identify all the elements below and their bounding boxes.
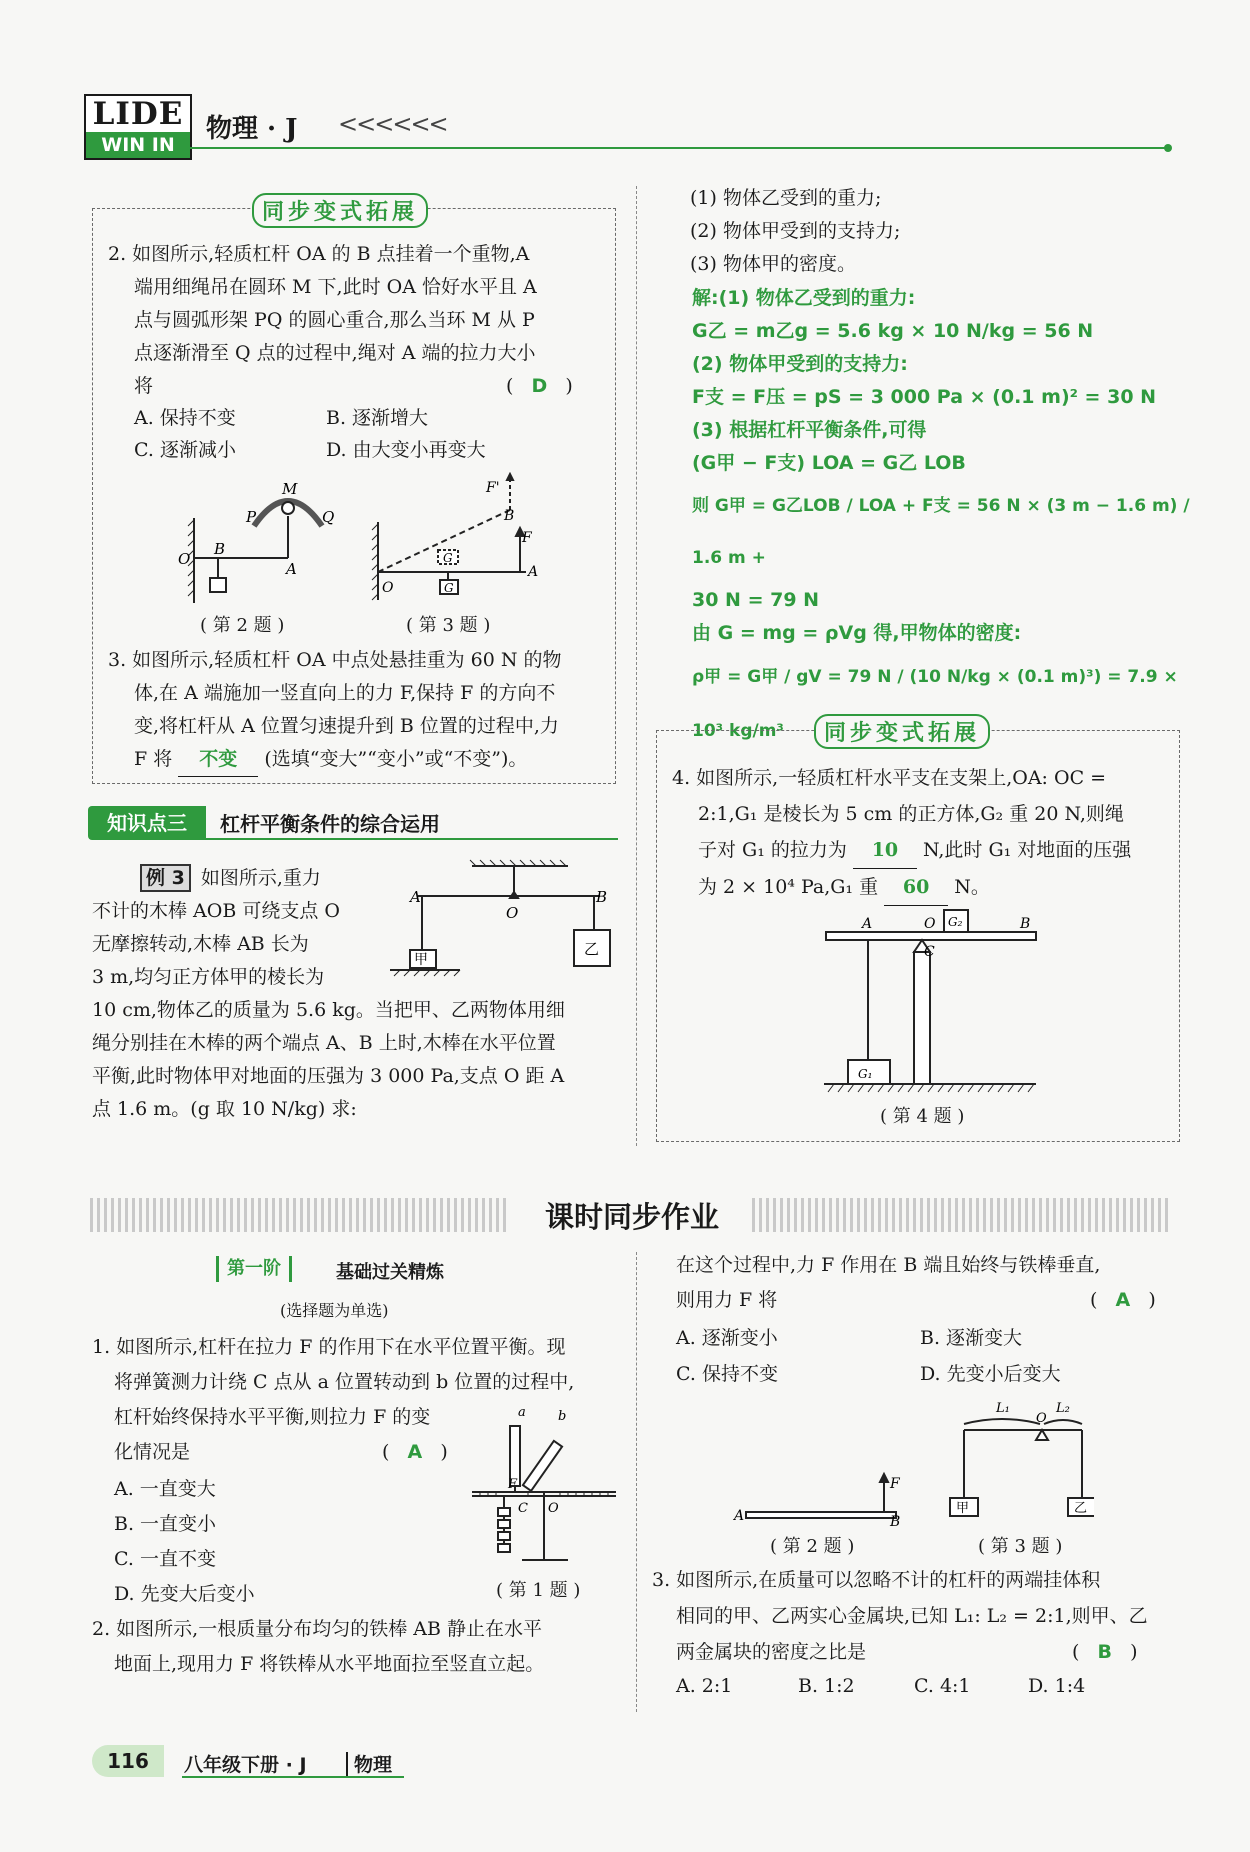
q3-diagram — [370, 472, 550, 608]
hw-q1-label-b: b — [558, 1409, 567, 1424]
q4-stem: 4. 如图所示,一轻质杠杆水平支在支架上,OA: OC = 2:1,G₁ 是棱长为 5 cm 的正方体,G₂ 重 20 N,则绳 子对 G₁ 的拉力为 10 N,此时 G₁ 对地面的压强 为 2 × 10⁴ Pa,G₁ 重 60 N。 — [672, 760, 1172, 906]
q3-answer: 不变 — [178, 743, 258, 777]
hw-q2-options — [676, 1320, 1061, 1392]
q4-label-o: O — [924, 916, 936, 932]
hw-q3-options — [676, 1670, 1085, 1702]
hw-q3-option-a: A. 2:1 — [676, 1675, 733, 1697]
example3-questions: (1) 物体乙受到的重力; (2) 物体甲受到的支持力; (3) 物体甲的密度。 — [690, 187, 901, 275]
knowledge-title: 杠杆平衡条件的综合运用 — [220, 812, 440, 836]
hw-q2-label-b: B — [890, 1514, 901, 1530]
footer-page-number: 116 — [92, 1745, 164, 1777]
hw-q2-option-b: B. 逐渐变大 — [920, 1327, 1023, 1349]
q3-label-g1: G — [443, 551, 453, 565]
level-title: 基础过关精炼 — [336, 1262, 444, 1283]
q4-label-g1: G₁ — [858, 1067, 873, 1081]
knowledge-rule — [206, 838, 618, 840]
q2-option-a: A. 保持不变 — [134, 407, 236, 429]
hw-q1-option-c: C. 一直不变 — [114, 1548, 216, 1570]
hw-q2-label-a: A — [734, 1508, 745, 1524]
q2-label-a: A — [286, 560, 297, 578]
q3-label-b: B — [504, 508, 515, 524]
hw-q1-label-a: a — [518, 1405, 526, 1420]
example3-label: 例 3 — [140, 864, 191, 892]
hw-q1-caption: ( 第 1 题 ) — [496, 1580, 581, 1601]
hw-q3-stem: 3. 如图所示,在质量可以忽略不计的杠杆的两端挂体积 相同的甲、乙两实心金属块,已知 L₁: L₂ = 2:1,则甲、乙 两金属块的密度之比是 ( B ) — [652, 1569, 1148, 1663]
hw-q1-answer: A — [407, 1441, 423, 1463]
logo-top: LIDE — [92, 96, 184, 132]
header-rule — [188, 147, 1170, 149]
hw-q1-options — [114, 1472, 255, 1612]
q2-label-b: B — [214, 540, 226, 558]
hw-q2-option-a: A. 逐渐变小 — [676, 1327, 778, 1349]
hw-q3-label-l2: L₂ — [1056, 1401, 1070, 1416]
q3-label-o: O — [382, 580, 394, 596]
hw-q3-option-d: D. 1:4 — [1028, 1675, 1086, 1697]
header-rule-dot — [1164, 144, 1172, 152]
q4-label-g2: G₂ — [948, 915, 963, 929]
hw-q2-stem: 2. 如图所示,一根质量分布均匀的铁棒 AB 静止在水平 地面上,现用力 F 将铁棒从水平地面拉至竖直立起。 — [92, 1618, 545, 1675]
q3-label-f-prime: F' — [486, 480, 500, 496]
example3-solution: 解:(1) 物体乙受到的重力: G乙 = m乙g = 5.6 kg × 10 N/kg = 56 N (2) 物体甲受到的支持力: F支 = F压 = pS = 3 000 Pa × (0.1 m)² = 30 N (3) 根据杠杆平衡条件,可得 (G甲 − F支) LOA = G乙 LOB 则 G甲 = G乙LOB / LOA + F支 = 56 N × (3 m − 1.6 m) / 1.6 m + 30 N = 79 N 由 G = mg = ρVg 得,甲物体的密度: ρ甲 = G甲 / gV = 79 N / (10 N/kg × (0.1 m)³) = 7.9 × 10³ kg/m³ — [692, 287, 1190, 741]
example3-diagram — [388, 856, 624, 984]
hw-q3-label-yi: 乙 — [1074, 1501, 1088, 1516]
q2-caption: ( 第 2 题 ) — [200, 615, 285, 636]
q2-diagram — [170, 478, 350, 608]
q3-label-f: F — [522, 530, 532, 546]
hw-q1-diagram — [464, 1400, 620, 1570]
q4-answer-2: 60 — [884, 869, 948, 906]
knowledge-badge: 知识点三 — [88, 806, 206, 840]
hw-q2-option-c: C. 保持不变 — [676, 1363, 778, 1385]
hw-q1-option-d: D. 先变大后变小 — [114, 1583, 255, 1605]
q2-stem: 2. 如图所示,轻质杠杆 OA 的 B 点挂着一个重物,A 端用细绳吊在圆环 M 下,此时 OA 恰好水平且 A 点与圆弧形架 PQ 的圆心重合,那么当环 M 从 P 点逐渐滑至 Q 点的过程中,绳对 A 端的拉力大小 将 ( D ) — [108, 243, 573, 397]
hw-q3-label-jia: 甲 — [956, 1501, 970, 1516]
hw-q2-diagram — [730, 1466, 910, 1530]
q2-option-d: D. 由大变小再变大 — [326, 439, 486, 461]
hw-q2-answer: A — [1115, 1289, 1131, 1311]
q4-answer-1: 10 — [853, 832, 917, 869]
logo — [84, 94, 192, 160]
q4-label-b: B — [1020, 916, 1031, 932]
hw-q1-label-o: O — [548, 1501, 559, 1516]
q2-label-o: O — [178, 550, 191, 568]
hw-q3-diagram — [944, 1394, 1094, 1530]
q4-label-a: A — [862, 916, 873, 932]
hw-q1-option-b: B. 一直变小 — [114, 1513, 217, 1535]
hw-q2-continued: 在这个过程中,力 F 作用在 B 端且始终与铁棒垂直, 则用力 F 将 ( A ) — [676, 1254, 1156, 1311]
footer-subject: 物理 — [354, 1754, 393, 1776]
logo-bottom: WIN IN — [86, 132, 190, 158]
homework-banner: 课时同步作业 — [544, 1200, 719, 1234]
q3-label-a: A — [528, 564, 539, 580]
hw-q3-label-o: O — [1036, 1411, 1047, 1426]
q4-caption: ( 第 4 题 ) — [880, 1106, 965, 1127]
header-arrows: <<<<<< — [338, 110, 447, 138]
q3-label-g2: G — [444, 581, 454, 595]
q4-diagram — [820, 906, 1040, 1102]
q2-option-c: C. 逐渐减小 — [134, 439, 236, 461]
q2-label-p: P — [246, 508, 257, 526]
level-note: (选择题为单选) — [280, 1301, 389, 1320]
footer-rule — [182, 1776, 404, 1778]
hw-q3-option-c: C. 4:1 — [914, 1675, 971, 1697]
q3-caption: ( 第 3 题 ) — [406, 615, 491, 636]
column-divider — [636, 186, 637, 1146]
hw-q2-option-d: D. 先变小后变大 — [920, 1363, 1061, 1385]
banner-stripes-left — [90, 1198, 510, 1232]
hw-q3-caption: ( 第 3 题 ) — [978, 1536, 1063, 1557]
hw-q1-option-a: A. 一直变大 — [114, 1478, 216, 1500]
ex3-label-jia: 甲 — [414, 952, 428, 968]
hw-q3-option-b: B. 1:2 — [798, 1675, 855, 1697]
header-subject: 物理 · J — [206, 114, 298, 144]
ex3-label-o: O — [506, 904, 519, 922]
hw-q1-stem: 1. 如图所示,杠杆在拉力 F 的作用下在水平位置平衡。现 将弹簧测力计绕 C 点从 a 位置转动到 b 位置的过程中, 杠杆始终保持水平平衡,则拉力 F 的变 化情况是 ( A ) — [92, 1336, 575, 1463]
level-badge: 第一阶 — [216, 1256, 292, 1282]
ex3-label-yi: 乙 — [584, 940, 600, 958]
hw-q2-label-f: F — [890, 1476, 900, 1492]
ex3-label-a: A — [410, 888, 421, 906]
right-extension-title: 同步变式拓展 — [814, 714, 990, 749]
q4-label-c: C — [924, 944, 935, 960]
footer-grade: 八年级下册 · J — [184, 1754, 307, 1776]
hw-q3-label-l1: L₁ — [996, 1401, 1010, 1416]
ex3-label-b: B — [596, 888, 608, 906]
hw-q1-label-c: C — [518, 1501, 528, 1516]
footer-divider — [346, 1752, 348, 1776]
q2-label-m: M — [282, 480, 298, 498]
q2-label-q: Q — [322, 508, 335, 526]
q2-options — [134, 402, 604, 466]
q2-answer: D — [531, 375, 548, 397]
hw-q1-label-f: F — [508, 1477, 518, 1492]
hw-q3-answer: B — [1097, 1641, 1113, 1663]
hw-q2-caption: ( 第 2 题 ) — [770, 1536, 855, 1557]
example3: 例 3 如图所示,重力 不计的木棒 AOB 可绕支点 O 无摩擦转动,木棒 AB 长为 3 m,均匀正方体甲的棱长为 10 cm,物体乙的质量为 5.6 kg。当把甲、乙两物体用细 绳分别挂在木棒的两个端点 A、B 上时,木棒在水平位置 平衡,此时物体甲对地面的压强为 3 000 Pa,支点 O 距 A 点 1.6 m。(g 取 10 N/kg) 求: — [92, 862, 632, 1126]
q3-stem: 3. 如图所示,轻质杠杆 OA 中点处悬挂重为 60 N 的物 体,在 A 端施加一竖直向上的力 F,保持 F 的方向不 变,将杠杆从 A 位置匀速提升到 B 位置的过程中,力 F 将 不变 (选填“变大”“变小”或“不变”)。 — [108, 644, 608, 777]
left-extension-title: 同步变式拓展 — [252, 193, 428, 228]
homework-col-divider — [636, 1252, 637, 1712]
q2-option-b: B. 逐渐增大 — [326, 407, 429, 429]
banner-stripes-right — [752, 1198, 1172, 1232]
